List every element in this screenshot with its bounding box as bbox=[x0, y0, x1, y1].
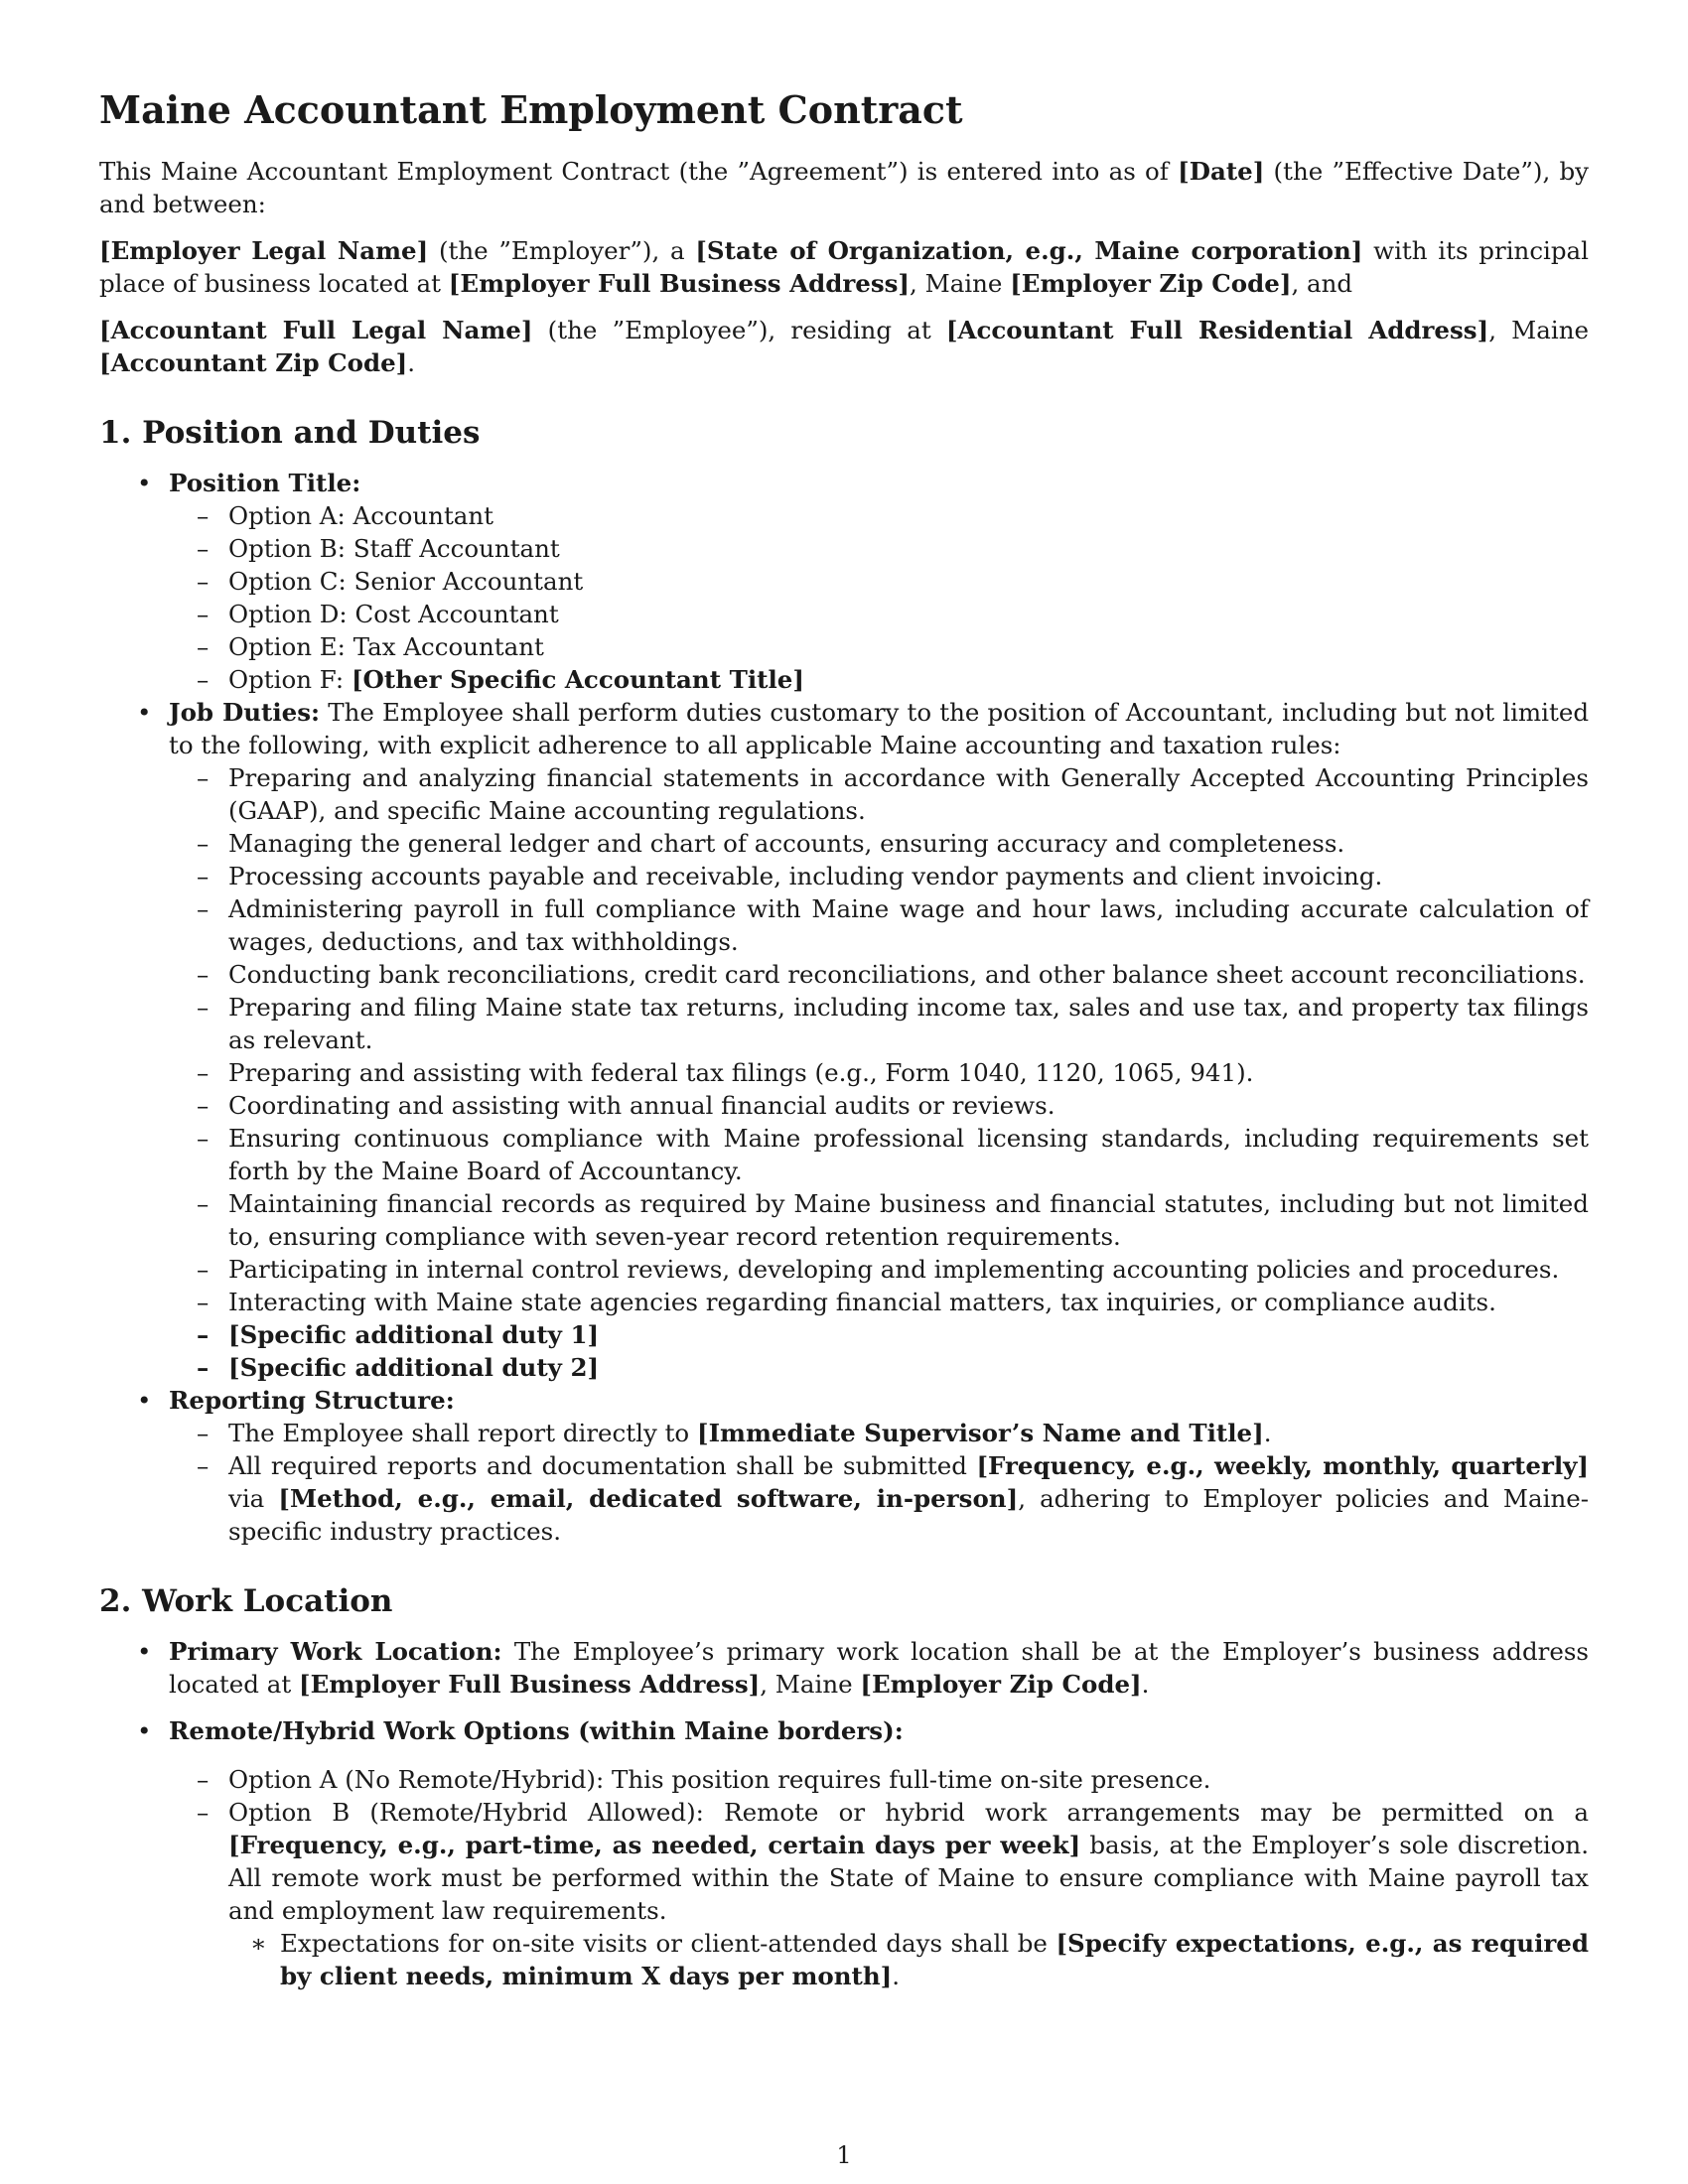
remote-hybrid-label: Remote/Hybrid Work Options (within Maine borders): bbox=[169, 1716, 904, 1745]
list-item: – Preparing and analyzing financial statements in accordance with Generally Accepted Accounting Principles (GAAP), and specific Maine accounting regulations. bbox=[169, 761, 1589, 827]
other-title-placeholder: [Other Specific Accountant Title] bbox=[351, 665, 804, 694]
job-duties-item: • Job Duties: The Employee shall perform duties customary to the position of Accountant, including but not limited to the following, with explicit adherence to all applicable Maine accounting and taxation rules: – Preparing and analyzing financial statements in accordance with Generally Accepted Accounting Principles (GAAP), and specific Maine accounting regulations. – Managing the general ledger and chart of accounts, ensuring accuracy and completeness. – Processing accounts payable and receivable, including vendor payments and client invoicing. – Administering payroll in full compliance with Maine wage and hour laws, including accurate calculation of wages, deductions, and tax withholdings. – Conducting bank reconciliations, credit card reconciliations, and other balance sheet account reconciliations. – Preparing and filing Maine state tax returns, including income tax, sales and use tax, and property tax filings as relevant. – Preparing and assisting with federal tax filings (e.g., Form 1040, 1120, 1065, 941). – Coordinating and assisting with annual financial audits or reviews. – Ensuring continuous compliance with Maine professional licensing standards, including requirements set forth by the Maine Board of Accountancy. – Maintaining financial records as required by Maine business and financial statutes, including but not limited to, ensuring compliance with seven-year record retention requirements. – Participating in internal control reviews, developing and implementing accounting policies and procedures. – Interacting with Maine state agencies regarding financial matters, tax inquiries, or compliance audits. – [Specific additional duty 1] – [Specific additional duty 2] bbox=[99, 696, 1589, 1384]
employee-paragraph: [Accountant Full Legal Name] (the ”Employee”), residing at [Accountant Full Residential Address], Maine [Accountant Zip Code]. bbox=[99, 316, 1589, 377]
employer-address-placeholder: [Employer Full Business Address] bbox=[448, 269, 911, 298]
employer-name-placeholder: [Employer Legal Name] bbox=[99, 236, 429, 265]
position-title-label: Position Title: bbox=[169, 469, 361, 497]
section-1-heading: 1. Position and Duties bbox=[99, 415, 481, 451]
list-item: – Processing accounts payable and receivable, including vendor payments and client invoicing. bbox=[169, 860, 1589, 892]
list-item: – Coordinating and assisting with annual financial audits or reviews. bbox=[169, 1089, 1589, 1122]
reporting-list bbox=[169, 1417, 1589, 1548]
additional-duty-1-placeholder: – [Specific additional duty 1] bbox=[169, 1318, 1589, 1351]
position-title-item bbox=[99, 467, 1589, 696]
list-item: – Option E: Tax Accountant bbox=[169, 630, 1589, 663]
date-placeholder: [Date] bbox=[1178, 157, 1265, 186]
intro-paragraph: This Maine Accountant Employment Contract (the ”Agreement”) is entered into as of [Date] (the ”Effective Date”), by and between: bbox=[99, 157, 1589, 218]
list-item: – Option B: Staff Accountant bbox=[169, 532, 1589, 565]
primary-work-location-label: Primary Work Location: bbox=[169, 1637, 502, 1666]
list-item: – Managing the general ledger and chart of accounts, ensuring accuracy and completeness. bbox=[169, 827, 1589, 860]
reporting-structure-item bbox=[99, 1384, 1589, 1548]
report-frequency-placeholder: [Frequency, e.g., weekly, monthly, quarterly] bbox=[976, 1451, 1589, 1480]
page-number: 1 bbox=[836, 2141, 852, 2169]
list-item: – Option A (No Remote/Hybrid): This position requires full-time on-site presence. bbox=[169, 1763, 1589, 1796]
job-duties-list bbox=[169, 761, 1589, 1384]
list-item: – Option C: Senior Accountant bbox=[169, 565, 1589, 598]
list-item: – Preparing and filing Maine state tax returns, including income tax, sales and use tax, and property tax filings as relevant. bbox=[169, 991, 1589, 1056]
supervisor-placeholder: [Immediate Supervisor’s Name and Title] bbox=[696, 1419, 1264, 1447]
list-item: – Interacting with Maine state agencies regarding financial matters, tax inquiries, or compliance audits. bbox=[169, 1286, 1589, 1318]
onsite-expectations-list bbox=[228, 1927, 1589, 1992]
document-page bbox=[99, 87, 1589, 1992]
list-item: – Maintaining financial records as required by Maine business and financial statutes, including but not limited to, ensuring compliance with seven-year record retention requirements. bbox=[169, 1187, 1589, 1253]
primary-work-location-item: • Primary Work Location: The Employee’s primary work location shall be at the Employer’s business address located at [Employer Full Business Address], Maine [Employer Zip Code]. bbox=[99, 1635, 1589, 1701]
list-item: – Option F: [Other Specific Accountant Title] bbox=[169, 663, 1589, 696]
reporting-structure-label: Reporting Structure: bbox=[169, 1386, 455, 1415]
position-options-list bbox=[169, 499, 1589, 696]
list-item: – Conducting bank reconciliations, credit card reconciliations, and other balance sheet account reconciliations. bbox=[169, 958, 1589, 991]
report-method-placeholder: [Method, e.g., email, dedicated software, in-person] bbox=[278, 1484, 1019, 1513]
list-item: – Participating in internal control reviews, developing and implementing accounting policies and procedures. bbox=[169, 1253, 1589, 1286]
remote-hybrid-item bbox=[99, 1714, 1589, 1992]
section-1-list bbox=[99, 467, 1589, 1548]
remote-frequency-placeholder: [Frequency, e.g., part-time, as needed, certain days per week] bbox=[228, 1831, 1081, 1859]
additional-duty-2-placeholder: – [Specific additional duty 2] bbox=[169, 1351, 1589, 1384]
list-item: – The Employee shall report directly to [Immediate Supervisor’s Name and Title]. bbox=[169, 1417, 1589, 1449]
document-title: Maine Accountant Employment Contract bbox=[99, 87, 963, 132]
list-item: – Ensuring continuous compliance with Maine professional licensing standards, including requirements set forth by the Maine Board of Accountancy. bbox=[169, 1122, 1589, 1187]
work-address-placeholder: [Employer Full Business Address] bbox=[298, 1670, 761, 1699]
remote-options-list bbox=[169, 1763, 1589, 1992]
employee-zip-placeholder: [Accountant Zip Code] bbox=[99, 348, 408, 377]
list-item: – Preparing and assisting with federal tax filings (e.g., Form 1040, 1120, 1065, 941). bbox=[169, 1056, 1589, 1089]
list-item: – Option B (Remote/Hybrid Allowed): Remote or hybrid work arrangements may be permitted on a [Frequency, e.g., part-time, as needed, certain days per week] basis, at the Employer’s sole discretion. All remote work must be performed within the State of Maine to ensure compliance with Maine payroll tax and employment law requirements. ∗ Expectations for on-site visits or client-attended days shall be [Specify expectations, e.g., as required by client needs, minimum X days per month]. bbox=[169, 1796, 1589, 1992]
onsite-expectations-placeholder: [Specify expectations, e.g., as required by client needs, minimum X days per month] bbox=[280, 1929, 1590, 1990]
employer-zip-placeholder: [Employer Zip Code] bbox=[1010, 269, 1292, 298]
list-item: ∗ Expectations for on-site visits or client-attended days shall be [Specify expectations, e.g., as required by client needs, minimum X days per month]. bbox=[228, 1927, 1589, 1992]
list-item: – Option A: Accountant bbox=[169, 499, 1589, 532]
employee-address-placeholder: [Accountant Full Residential Address] bbox=[945, 316, 1489, 344]
section-2-list bbox=[99, 1635, 1589, 1992]
work-zip-placeholder: [Employer Zip Code] bbox=[860, 1670, 1142, 1699]
list-item: – All required reports and documentation shall be submitted [Frequency, e.g., weekly, monthly, quarterly] via [Method, e.g., email, dedicated software, in-person], adhering to Employer policies and Maine-specific industry practices. bbox=[169, 1449, 1589, 1548]
employee-name-placeholder: [Accountant Full Legal Name] bbox=[99, 316, 533, 344]
list-item: – Administering payroll in full compliance with Maine wage and hour laws, including accurate calculation of wages, deductions, and tax withholdings. bbox=[169, 892, 1589, 958]
job-duties-label: Job Duties: bbox=[169, 698, 321, 727]
section-2-heading: 2. Work Location bbox=[99, 1583, 393, 1619]
list-item: – Option D: Cost Accountant bbox=[169, 598, 1589, 630]
state-placeholder: [State of Organization, e.g., Maine corporation] bbox=[695, 236, 1363, 265]
employer-paragraph: [Employer Legal Name] (the ”Employer”), a [State of Organization, e.g., Maine corporation] with its principal place of business located at [Employer Full Business Address], Maine [Employer Zip Code], and bbox=[99, 236, 1589, 298]
